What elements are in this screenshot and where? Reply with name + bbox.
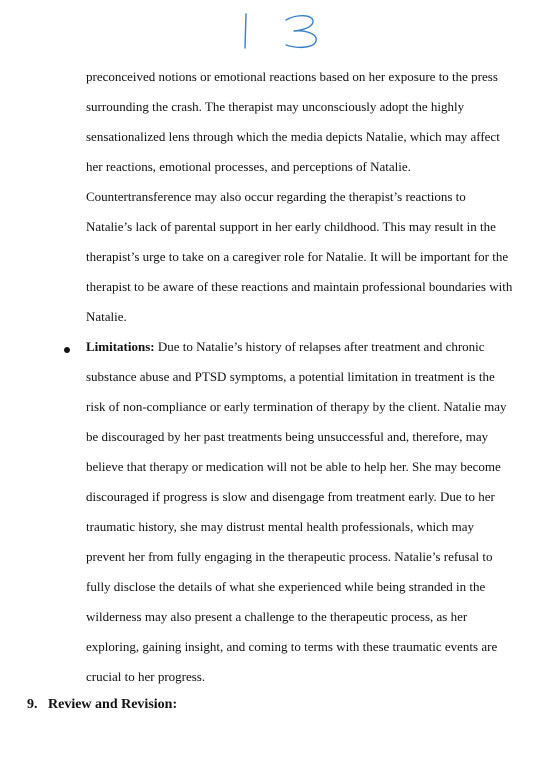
paragraph-line: Natalie’s lack of parental support in her early childhood. This may result in the (86, 219, 496, 234)
page-number-handwriting-image (236, 8, 326, 52)
limitations-line: substance abuse and PTSD symptoms, a potential limitation in treatment is the (86, 369, 495, 384)
limitations-line: wilderness may also present a challenge to the therapeutic process, as her (86, 609, 468, 624)
section-heading: 9. Review and Revision: (27, 697, 178, 712)
bullet-point (64, 347, 70, 353)
limitations-line: believe that therapy or medication will not be able to help her. She may become (86, 459, 501, 474)
paragraph-line: surrounding the crash. The therapist may unconsciously adopt the highly (86, 99, 465, 114)
limitations-line: crucial to her progress. (86, 669, 206, 684)
limitations-line: discouraged if progress is slow and disengage from treatment early. Due to her (86, 489, 495, 504)
limitations-line: be discouraged by her past treatments being unsuccessful and, therefore, may (86, 429, 489, 444)
paragraph-line: therapist to be aware of these reactions and maintain professional boundaries with (86, 279, 513, 294)
limitations-first-line (86, 339, 485, 355)
limitations-line: risk of non-compliance or early termination of therapy by the client. Natalie may (86, 399, 507, 414)
paragraph-line: therapist’s urge to take on a caregiver role for Natalie. It will be important for the (86, 249, 509, 264)
page-number-handwritten (236, 8, 326, 52)
paragraph-line: sensationalized lens through which the media depicts Natalie, which may affect (86, 129, 500, 144)
limitations-line: traumatic history, she may distrust mental health professionals, which may (86, 519, 474, 534)
limitations-line: prevent her from fully engaging in the therapeutic process. Natalie’s refusal to (86, 549, 493, 564)
limitations-label: Limitations: (86, 339, 155, 354)
limitations-line: fully disclose the details of what she experienced while being stranded in the (86, 579, 486, 594)
limitations-line: exploring, gaining insight, and coming to terms with these traumatic events are (86, 639, 498, 654)
limitations-first-line-text: Due to Natalie’s history of relapses after treatment and chronic (154, 339, 485, 354)
paragraph-line: Countertransference may also occur regarding the therapist’s reactions to (86, 189, 466, 204)
paragraph-line: her reactions, emotional processes, and perceptions of Natalie. (86, 159, 411, 174)
paragraph-line: preconceived notions or emotional reactions based on her exposure to the press (86, 69, 498, 84)
paragraph-line: Natalie. (86, 309, 127, 324)
